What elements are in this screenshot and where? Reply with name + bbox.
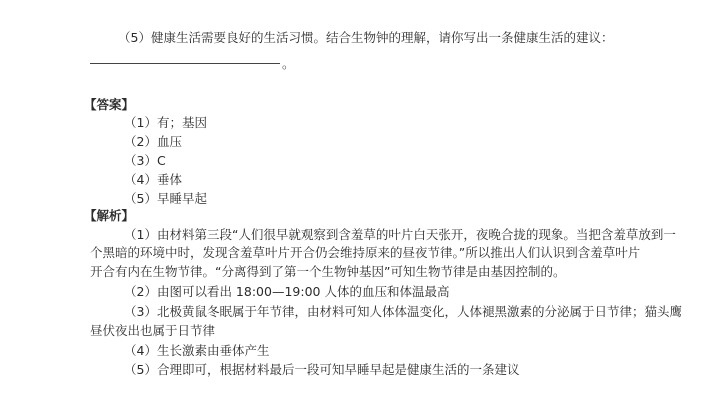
question-5-text: （5）健康生活需要良好的生活习惯。结合生物钟的理解，请你写出一条健康生活的建议： <box>118 30 614 45</box>
answer-item-1: （1）有；基因 <box>124 115 207 130</box>
answer-heading: 【答案】 <box>84 97 135 112</box>
analysis-heading: 【解析】 <box>84 208 135 223</box>
analysis-line-5: （3）北极黄鼠冬眠属于年节律，由材料可知人体体温变化，人体褪黑激素的分泌属于日节律；猫头鹰 <box>124 304 682 319</box>
answer-item-2: （2）血压 <box>124 134 182 149</box>
answer-item-3: （3）C <box>124 153 166 168</box>
answer-blank-line <box>90 63 280 64</box>
analysis-line-6: 昼伏夜出也属于日节律 <box>90 323 216 338</box>
analysis-line-7: （4）生长激素由垂体产生 <box>124 343 270 358</box>
analysis-line-4: （2）由图可以看出 18:00—19:00 人体的血压和体温最高 <box>124 284 450 299</box>
analysis-line-3: 开合有内在生物节律。“分离得到了第一个生物钟基因”可知生物节律是由基因控制的。 <box>90 264 566 279</box>
analysis-line-8: （5）合理即可，根据材料最后一段可知早睡早起是健康生活的一条建议 <box>124 362 520 377</box>
blank-end-mark: 。 <box>282 56 295 71</box>
answer-item-4: （4）垂体 <box>124 172 182 187</box>
analysis-line-2: 个黑暗的环境中时，发现含羞草叶片开合仍会维持原来的昼夜节律。”所以推出人们认识到含羞草叶片 <box>90 245 641 260</box>
answer-item-5: （5）早睡早起 <box>124 191 207 206</box>
analysis-line-1: （1）由材料第三段“人们很早就观察到含羞草的叶片白天张开，夜晚合拢的现象。当把含羞草放到一 <box>124 227 676 242</box>
